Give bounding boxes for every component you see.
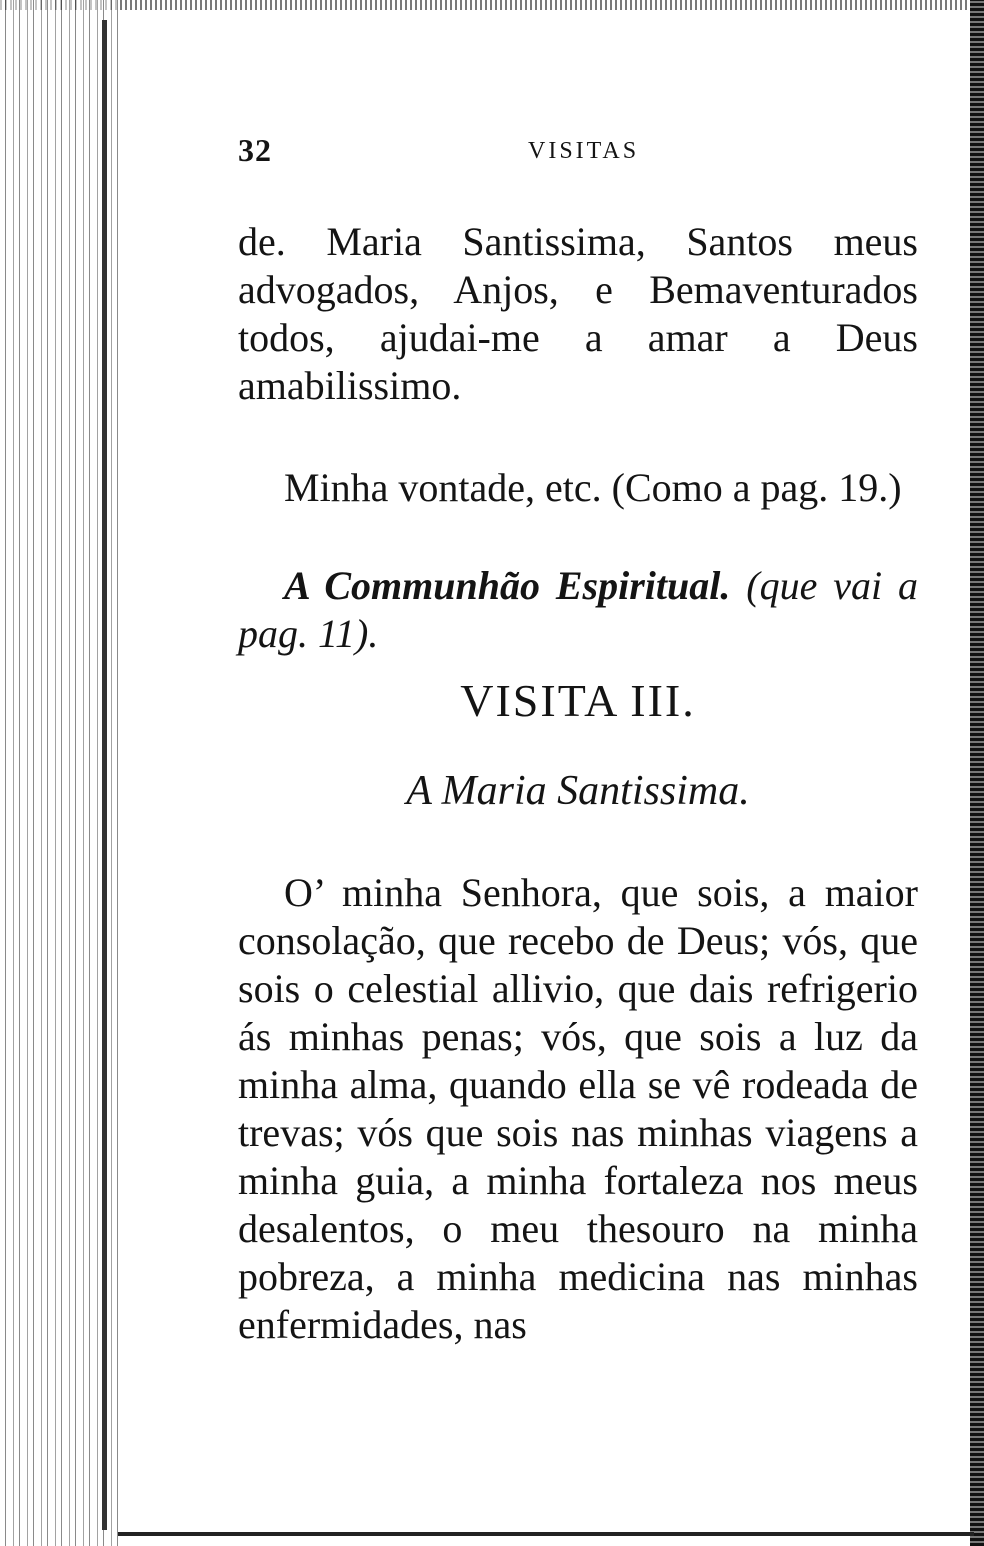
- communion-rubric: [238, 562, 918, 658]
- prayer-paragraph: O’ minha Senhora, que sois, a maior consolação, que recebo de Deus; vós, que sois o celestial allivio, que dais refrigerio ás minhas penas; vós, que sois a luz da minha alma, quando ella se vê rodeada de trevas; vós que sois nas minhas viagens a minha guia, a minha fortaleza nos meus desalentos, o meu thesouro na minha pobreza, a minha medicina nas minhas enfermidades, nas: [238, 870, 918, 1347]
- communion-title: A Communhão Espiritual.: [284, 563, 731, 608]
- scan-top-edge: [0, 0, 984, 10]
- communion-reference: (que vai a pag. 11).: [238, 563, 919, 656]
- book-page: [238, 120, 918, 1349]
- will-rubric: Minha vontade, etc. (Como a pag. 19.): [284, 465, 902, 510]
- visit-title: VISITA III.: [460, 675, 696, 726]
- scan-bottom-edge: [118, 1532, 974, 1536]
- scan-right-edge: [970, 0, 984, 1546]
- continuation-paragraph: de. Maria Santissima, Santos meus advogados, Anjos, e Bemaventurados todos, ajudai-me a amar a Deus amabilissimo.: [238, 219, 918, 408]
- visit-subtitle: A Maria Santissima.: [406, 768, 750, 814]
- page-number: 32: [238, 132, 272, 168]
- scan-binding-edge: [102, 20, 107, 1530]
- page-header: [238, 120, 918, 176]
- running-head: VISITAS: [528, 138, 640, 164]
- scan-binding-shadow: [0, 0, 118, 1546]
